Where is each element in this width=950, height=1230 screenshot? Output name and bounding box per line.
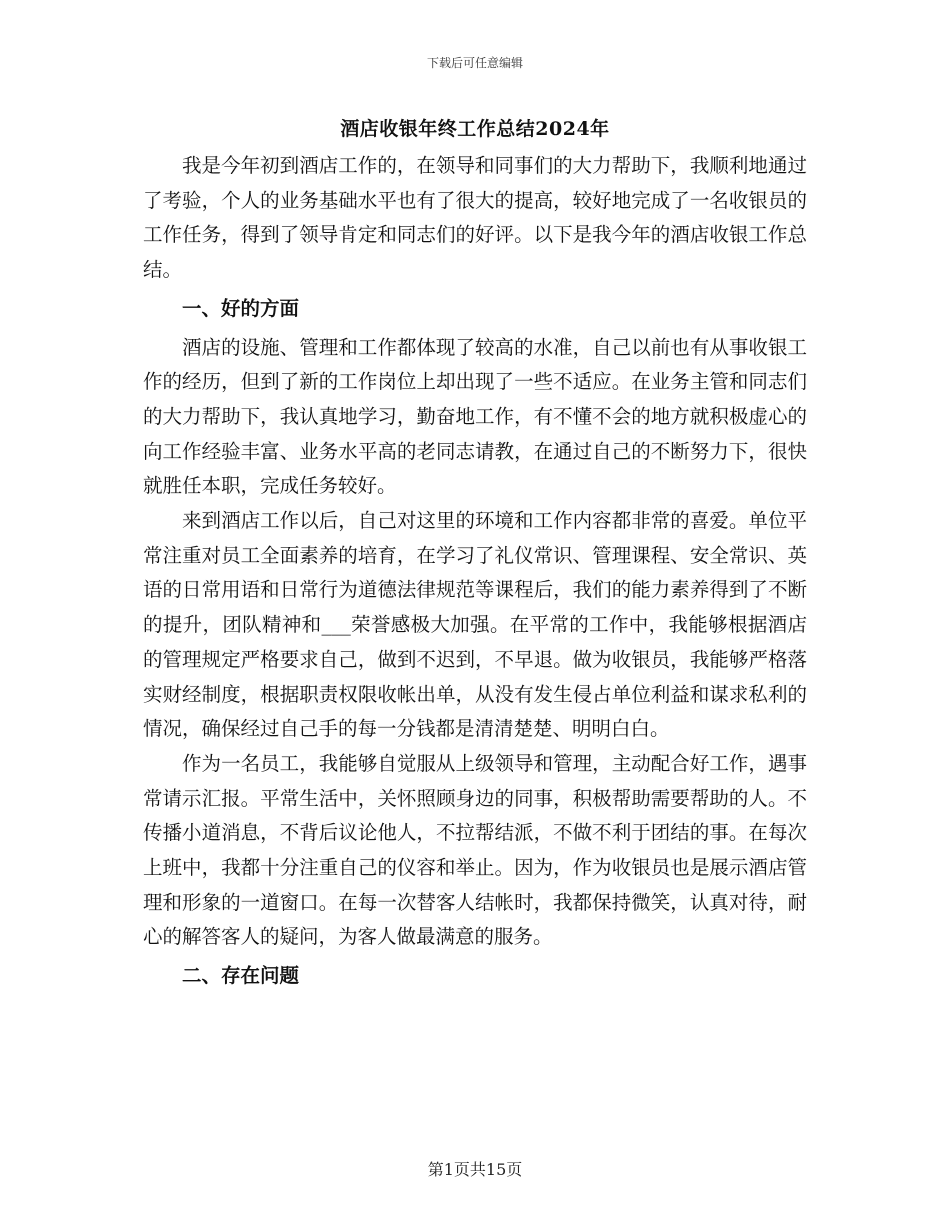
body-paragraph: 作为一名员工，我能够自觉服从上级领导和管理，主动配合好工作，遇事常请示汇报。平常生活中，关怀照顾身边的同事，积极帮助需要帮助的人。不传播小道消息，不背后议论他人，不拉帮结派，不做不利于团结的事。在每次上班中，我都十分注重自己的仪容和举止。因为，作为收银员也是展示酒店管理和形象的一道窗口。在每一次替客人结帐时，我都保持微笑，认真对待，耐心的解答客人的疑问，为客人做最满意的服务。 bbox=[143, 751, 807, 949]
page-header-note: 下载后可任意编辑 bbox=[426, 56, 523, 70]
body-paragraph: 酒店的设施、管理和工作都体现了较高的水准，自己以前也有从事收银工作的经历，但到了新的工作岗位上却出现了一些不适应。在业务主管和同志们的大力帮助下，我认真地学习，勤奋地工作，有不懂不会的地方就积极虚心的向工作经验丰富、业务水平高的老同志请教，在通过自己的不断努力下，很快就胜任本职，完成任务较好。 bbox=[143, 335, 807, 498]
document-body bbox=[143, 149, 807, 998]
section-heading-problems: 二、存在问题 bbox=[182, 964, 300, 988]
intro-paragraph: 我是今年初到酒店工作的，在领导和同事们的大力帮助下，我顺利地通过了考验，个人的业务基础水平也有了很大的提高，较好地完成了一名收银员的工作任务，得到了领导肯定和同志们的好评。以下是我今年的酒店收银工作总结。 bbox=[143, 154, 807, 282]
document-title: 酒店收银年终工作总结2024年 bbox=[340, 118, 610, 140]
body-paragraph: 来到酒店工作以后，自己对这里的环境和工作内容都非常的喜爱。单位平常注重对员工全面素养的培育，在学习了礼仪常识、管理课程、安全常识、英语的日常用语和日常行为道德法律规范等课程后，我们的能力素养得到了不断的提升，团队精神和___荣誉感极大加强。在平常的工作中，我能够根据酒店的管理规定严格要求自己，做到不迟到，不早退。做为收银员，我能够严格落实财经制度，根据职责权限收帐出单，从没有发生侵占单位利益和谋求私利的情况，确保经过自己手的每一分钱都是清清楚楚、明明白白。 bbox=[143, 509, 807, 741]
section-heading-strengths: 一、好的方面 bbox=[182, 296, 300, 320]
page-number-footer: 第1页共15页 bbox=[427, 1160, 523, 1179]
